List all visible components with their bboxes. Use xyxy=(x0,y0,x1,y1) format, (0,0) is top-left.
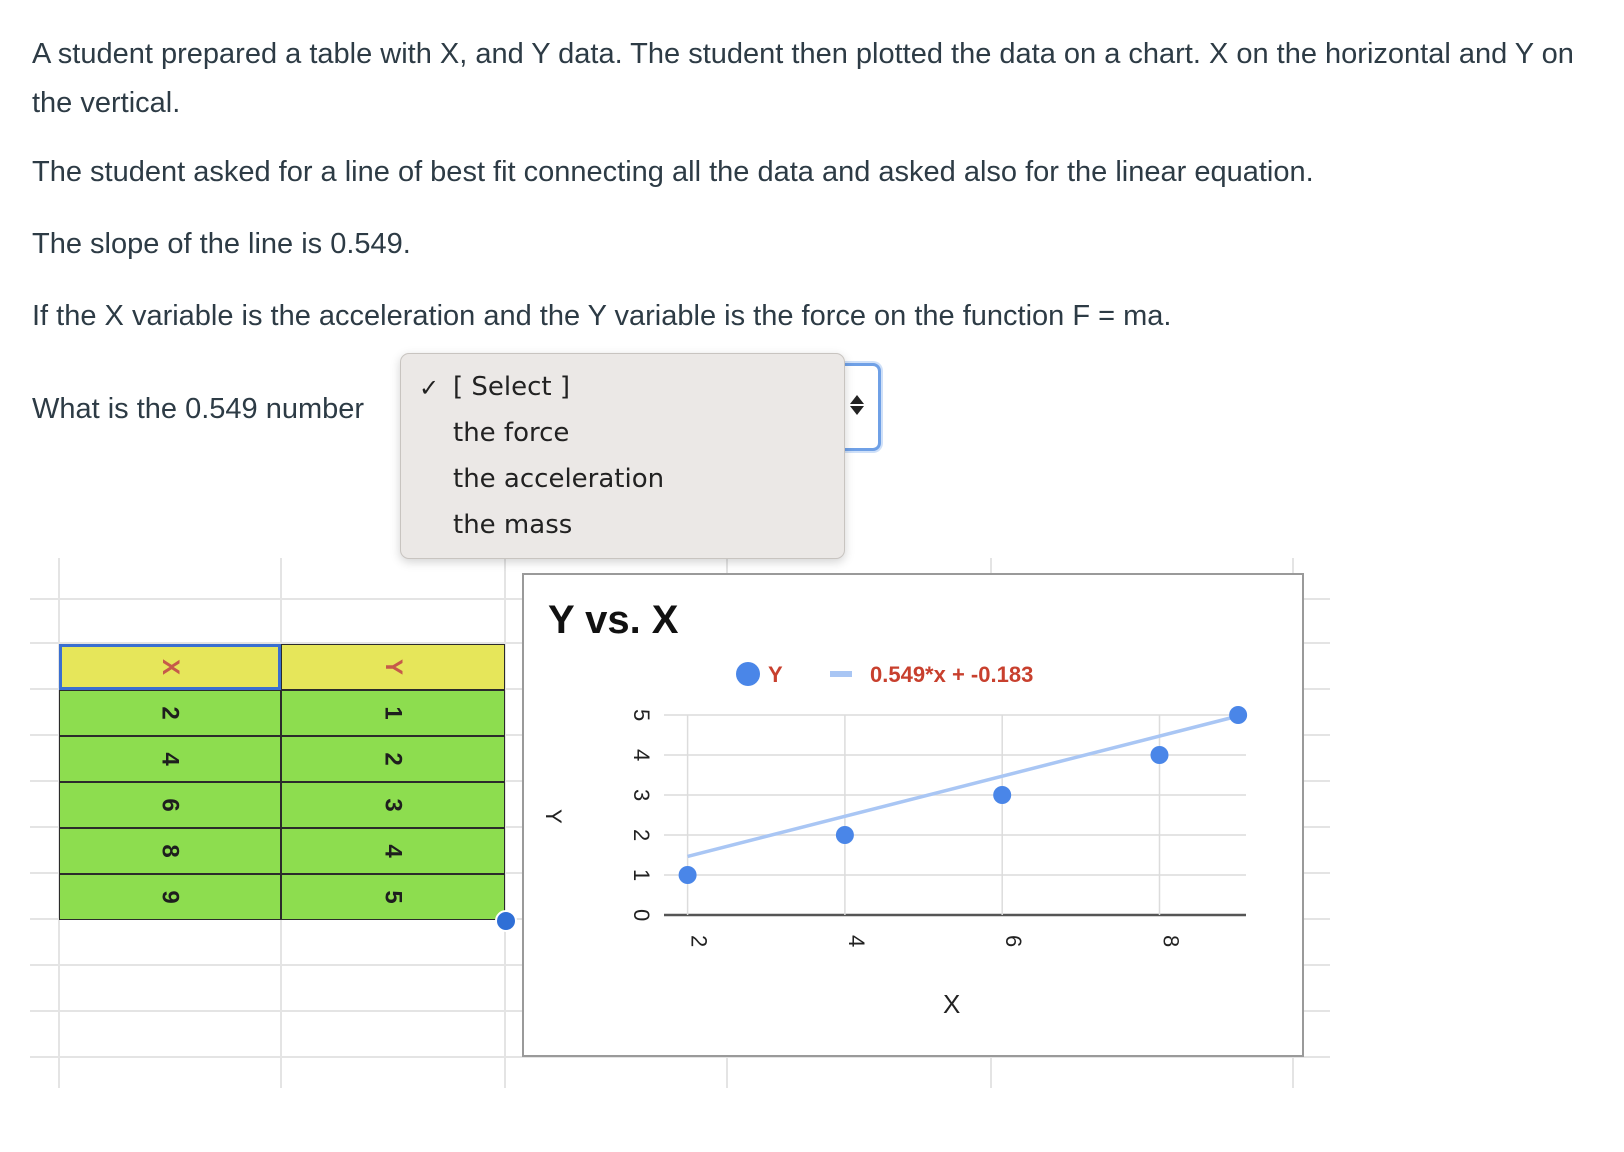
data-point xyxy=(993,786,1011,804)
x-tick-label: 2 xyxy=(686,935,712,948)
question-paragraph-2: The student asked for a line of best fit connecting all the data and asked also for the linear equation. xyxy=(32,156,1314,188)
y-axis-label: Y xyxy=(541,809,566,824)
select-arrows-icon xyxy=(850,395,862,415)
question-paragraph-1: A student prepared a table with X, and Y data. The student then plotted the data on a chart. X on the horizontal and Y on the vertical. xyxy=(32,38,1574,119)
y-tick-label: 5 xyxy=(629,709,654,722)
table-cell-x[interactable]: 2 xyxy=(59,690,281,736)
data-point xyxy=(1150,746,1168,764)
table-cell-x[interactable]: 8 xyxy=(59,828,281,874)
y-tick-label: 3 xyxy=(629,789,654,802)
question-paragraph-4: If the X variable is the acceleration and the Y variable is the force on the function F = ma. xyxy=(32,300,1172,332)
chart-svg xyxy=(524,575,1302,1055)
dropdown-option-acceleration[interactable]: the acceleration xyxy=(453,464,665,494)
y-tick-label: 1 xyxy=(629,869,654,882)
table-cell-x[interactable]: 4 xyxy=(59,736,281,782)
question-paragraph-3: The slope of the line is 0.549. xyxy=(32,228,411,260)
dropdown-option-force[interactable]: the force xyxy=(453,418,570,448)
legend-marker xyxy=(736,662,760,686)
table-header-y[interactable]: Y xyxy=(281,644,505,690)
x-tick-label: 6 xyxy=(1001,935,1027,948)
checkmark-icon: ✓ xyxy=(419,374,440,402)
x-tick-label: 8 xyxy=(1158,935,1184,948)
selection-fill-handle[interactable] xyxy=(495,910,517,932)
data-point xyxy=(679,866,697,884)
x-tick-label: 4 xyxy=(843,935,869,948)
data-point xyxy=(1229,706,1247,724)
table-cell-x[interactable]: 9 xyxy=(59,874,281,920)
y-tick-label: 0 xyxy=(629,909,654,922)
table-header-x[interactable]: X xyxy=(59,644,281,690)
legend-series-label: Y xyxy=(768,662,783,687)
y-tick-label: 2 xyxy=(629,829,654,842)
table-cell-y[interactable]: 5 xyxy=(281,874,505,920)
table-cell-y[interactable]: 1 xyxy=(281,690,505,736)
y-tick-label: 4 xyxy=(629,749,654,762)
legend-trendline-label: 0.549*x + -0.183 xyxy=(870,662,1034,687)
table-cell-y[interactable]: 2 xyxy=(281,736,505,782)
answer-dropdown-menu[interactable] xyxy=(400,353,845,559)
table-cell-y[interactable]: 3 xyxy=(281,782,505,828)
table-cell-y[interactable]: 4 xyxy=(281,828,505,874)
dropdown-option-mass[interactable]: the mass xyxy=(453,510,573,540)
chart-title: Y vs. X xyxy=(548,598,679,642)
question-prompt: What is the 0.549 number xyxy=(32,393,365,425)
table-cell-x[interactable]: 6 xyxy=(59,782,281,828)
dropdown-option-select[interactable]: [ Select ] xyxy=(453,372,571,402)
chart[interactable] xyxy=(522,573,1304,1057)
x-axis-label: X xyxy=(943,989,961,1019)
data-point xyxy=(836,826,854,844)
